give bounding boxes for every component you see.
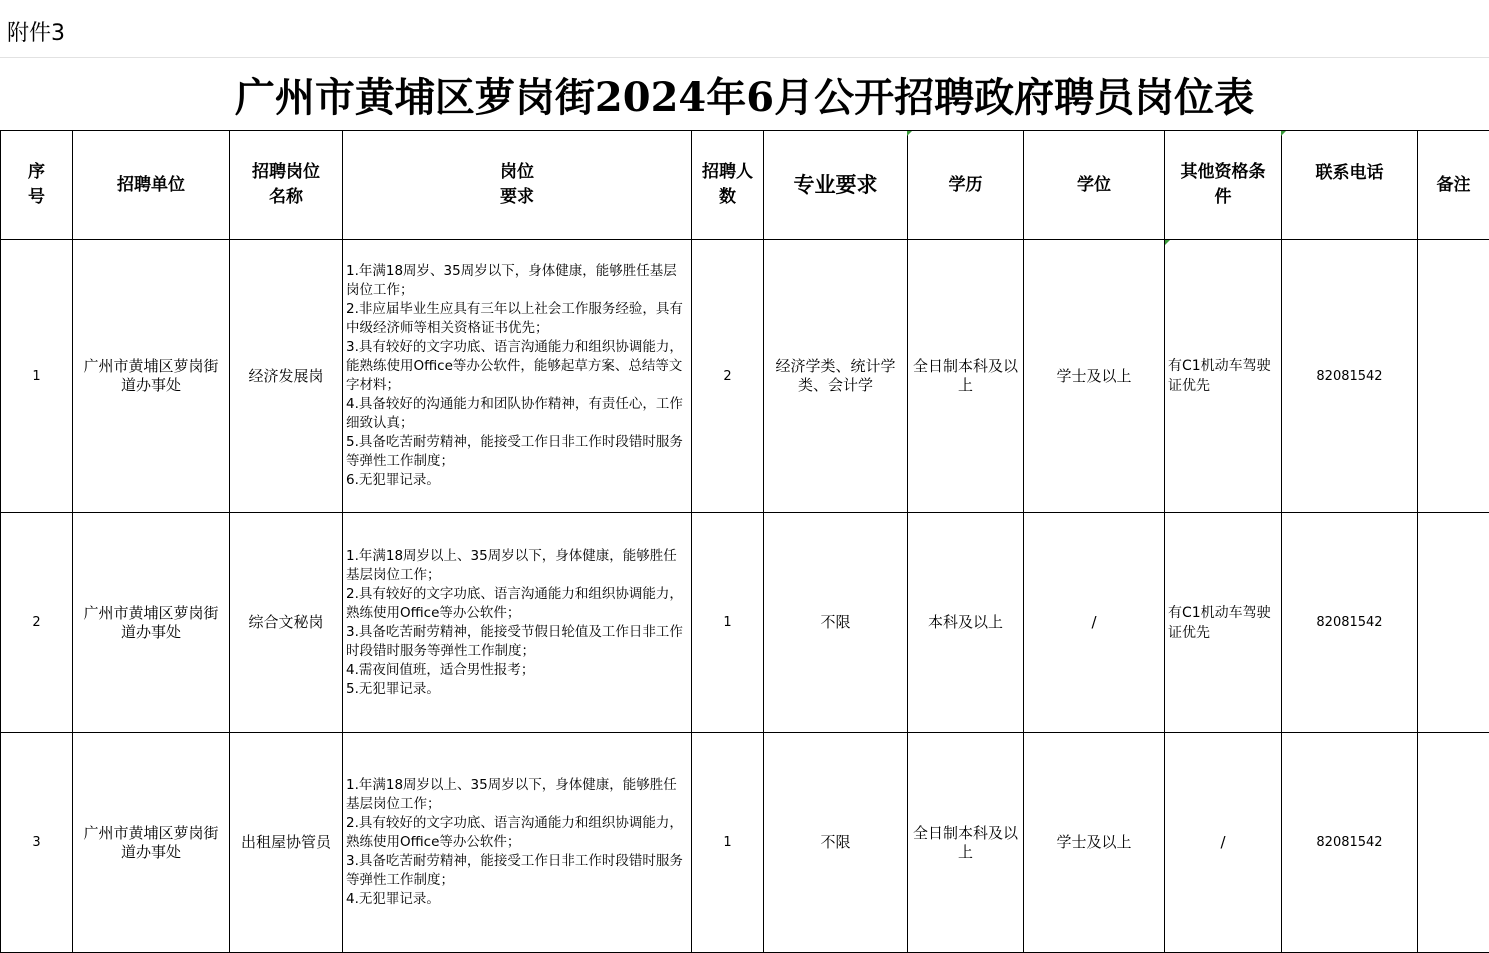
attachment-label: 附件3 (7, 21, 65, 46)
document-title: 广州市黄埔区萝岗街2024年6月公开招聘政府聘员岗位表 (234, 73, 1255, 121)
header-phone: 联系电话 (1282, 131, 1418, 240)
table-row (1, 240, 1489, 513)
row-major: 不限 (764, 733, 908, 953)
attachment-header (0, 0, 1489, 58)
header-index: 序 号 (1, 131, 73, 240)
row-remark (1418, 733, 1489, 953)
row-requirements: 1.年满18周岁以上、35周岁以下，身体健康，能够胜任基层岗位工作； 2.具有较好的文字功底、语言沟通能力和组织协调能力，熟练使用Office等办公软件； 3.具备吃苦耐劳精神，能接受节假日轮值及工作日非工作时段错时服务等弹性工作制度； 4.需夜间值班，适合男性报考； 5.无犯罪记录。 (343, 513, 692, 733)
row-index: 2 (1, 513, 73, 733)
header-requirements: 岗位 要求 (343, 131, 692, 240)
header-unit: 招聘单位 (73, 131, 230, 240)
header-count: 招聘人 数 (692, 131, 764, 240)
row-requirements: 1.年满18周岁以上、35周岁以下，身体健康，能够胜任基层岗位工作； 2.具有较好的文字功底、语言沟通能力和组织协调能力，熟练使用Office等办公软件； 3.具备吃苦耐劳精神，能接受工作日非工作时段错时服务等弹性工作制度； 4.无犯罪记录。 (343, 733, 692, 953)
header-remark: 备注 (1418, 131, 1489, 240)
table-row (1, 733, 1489, 953)
row-count: 1 (692, 513, 764, 733)
row-education: 全日制本科及以上 (908, 733, 1024, 953)
row-requirements: 1.年满18周岁、35周岁以下，身体健康，能够胜任基层岗位工作； 2.非应届毕业生应具有三年以上社会工作服务经验，具有中级经济师等相关资格证书优先； 3.具有较好的文字功底、语言沟通能力和组织协调能力，能熟练使用Office等办公软件，能够起草方案、总结等文字材料； 4.具备较好的沟通能力和团队协作精神，有责任心，工作细致认真； 5.具备吃苦耐劳精神，能接受工作日非工作时段错时服务等弹性工作制度； 6.无犯罪记录。 (343, 240, 692, 513)
row-phone: 82081542 (1282, 513, 1418, 733)
row-major: 经济学类、统计学类、会计学 (764, 240, 908, 513)
row-education: 全日制本科及以上 (908, 240, 1024, 513)
row-index: 1 (1, 240, 73, 513)
header-other: 其他资格条 件 (1165, 131, 1282, 240)
comment-marker-icon (907, 131, 912, 136)
row-education: 本科及以上 (908, 513, 1024, 733)
row-phone: 82081542 (1282, 733, 1418, 953)
row-other: 有C1机动车驾驶证优先 (1165, 513, 1282, 733)
row-degree: / (1024, 513, 1165, 733)
row-degree: 学士及以上 (1024, 240, 1165, 513)
table-header-row (1, 131, 1489, 240)
row-other: / (1165, 733, 1282, 953)
header-education: 学历 (908, 131, 1024, 240)
row-major: 不限 (764, 513, 908, 733)
row-degree: 学士及以上 (1024, 733, 1165, 953)
header-major: 专业要求 (764, 131, 908, 240)
row-remark (1418, 513, 1489, 733)
row-count: 1 (692, 733, 764, 953)
header-position: 招聘岗位 名称 (230, 131, 343, 240)
row-position: 出租屋协管员 (230, 733, 343, 953)
row-unit: 广州市黄埔区萝岗街道办事处 (73, 733, 230, 953)
header-degree: 学位 (1024, 131, 1165, 240)
comment-marker-icon (1281, 131, 1286, 136)
row-position: 经济发展岗 (230, 240, 343, 513)
row-count: 2 (692, 240, 764, 513)
recruitment-table (0, 130, 1489, 953)
row-phone: 82081542 (1282, 240, 1418, 513)
row-position: 综合文秘岗 (230, 513, 343, 733)
row-unit: 广州市黄埔区萝岗街道办事处 (73, 513, 230, 733)
row-other: 有C1机动车驾驶证优先 (1165, 240, 1282, 513)
row-unit: 广州市黄埔区萝岗街道办事处 (73, 240, 230, 513)
row-remark (1418, 240, 1489, 513)
row-index: 3 (1, 733, 73, 953)
table-row (1, 513, 1489, 733)
comment-marker-icon (1165, 240, 1170, 245)
